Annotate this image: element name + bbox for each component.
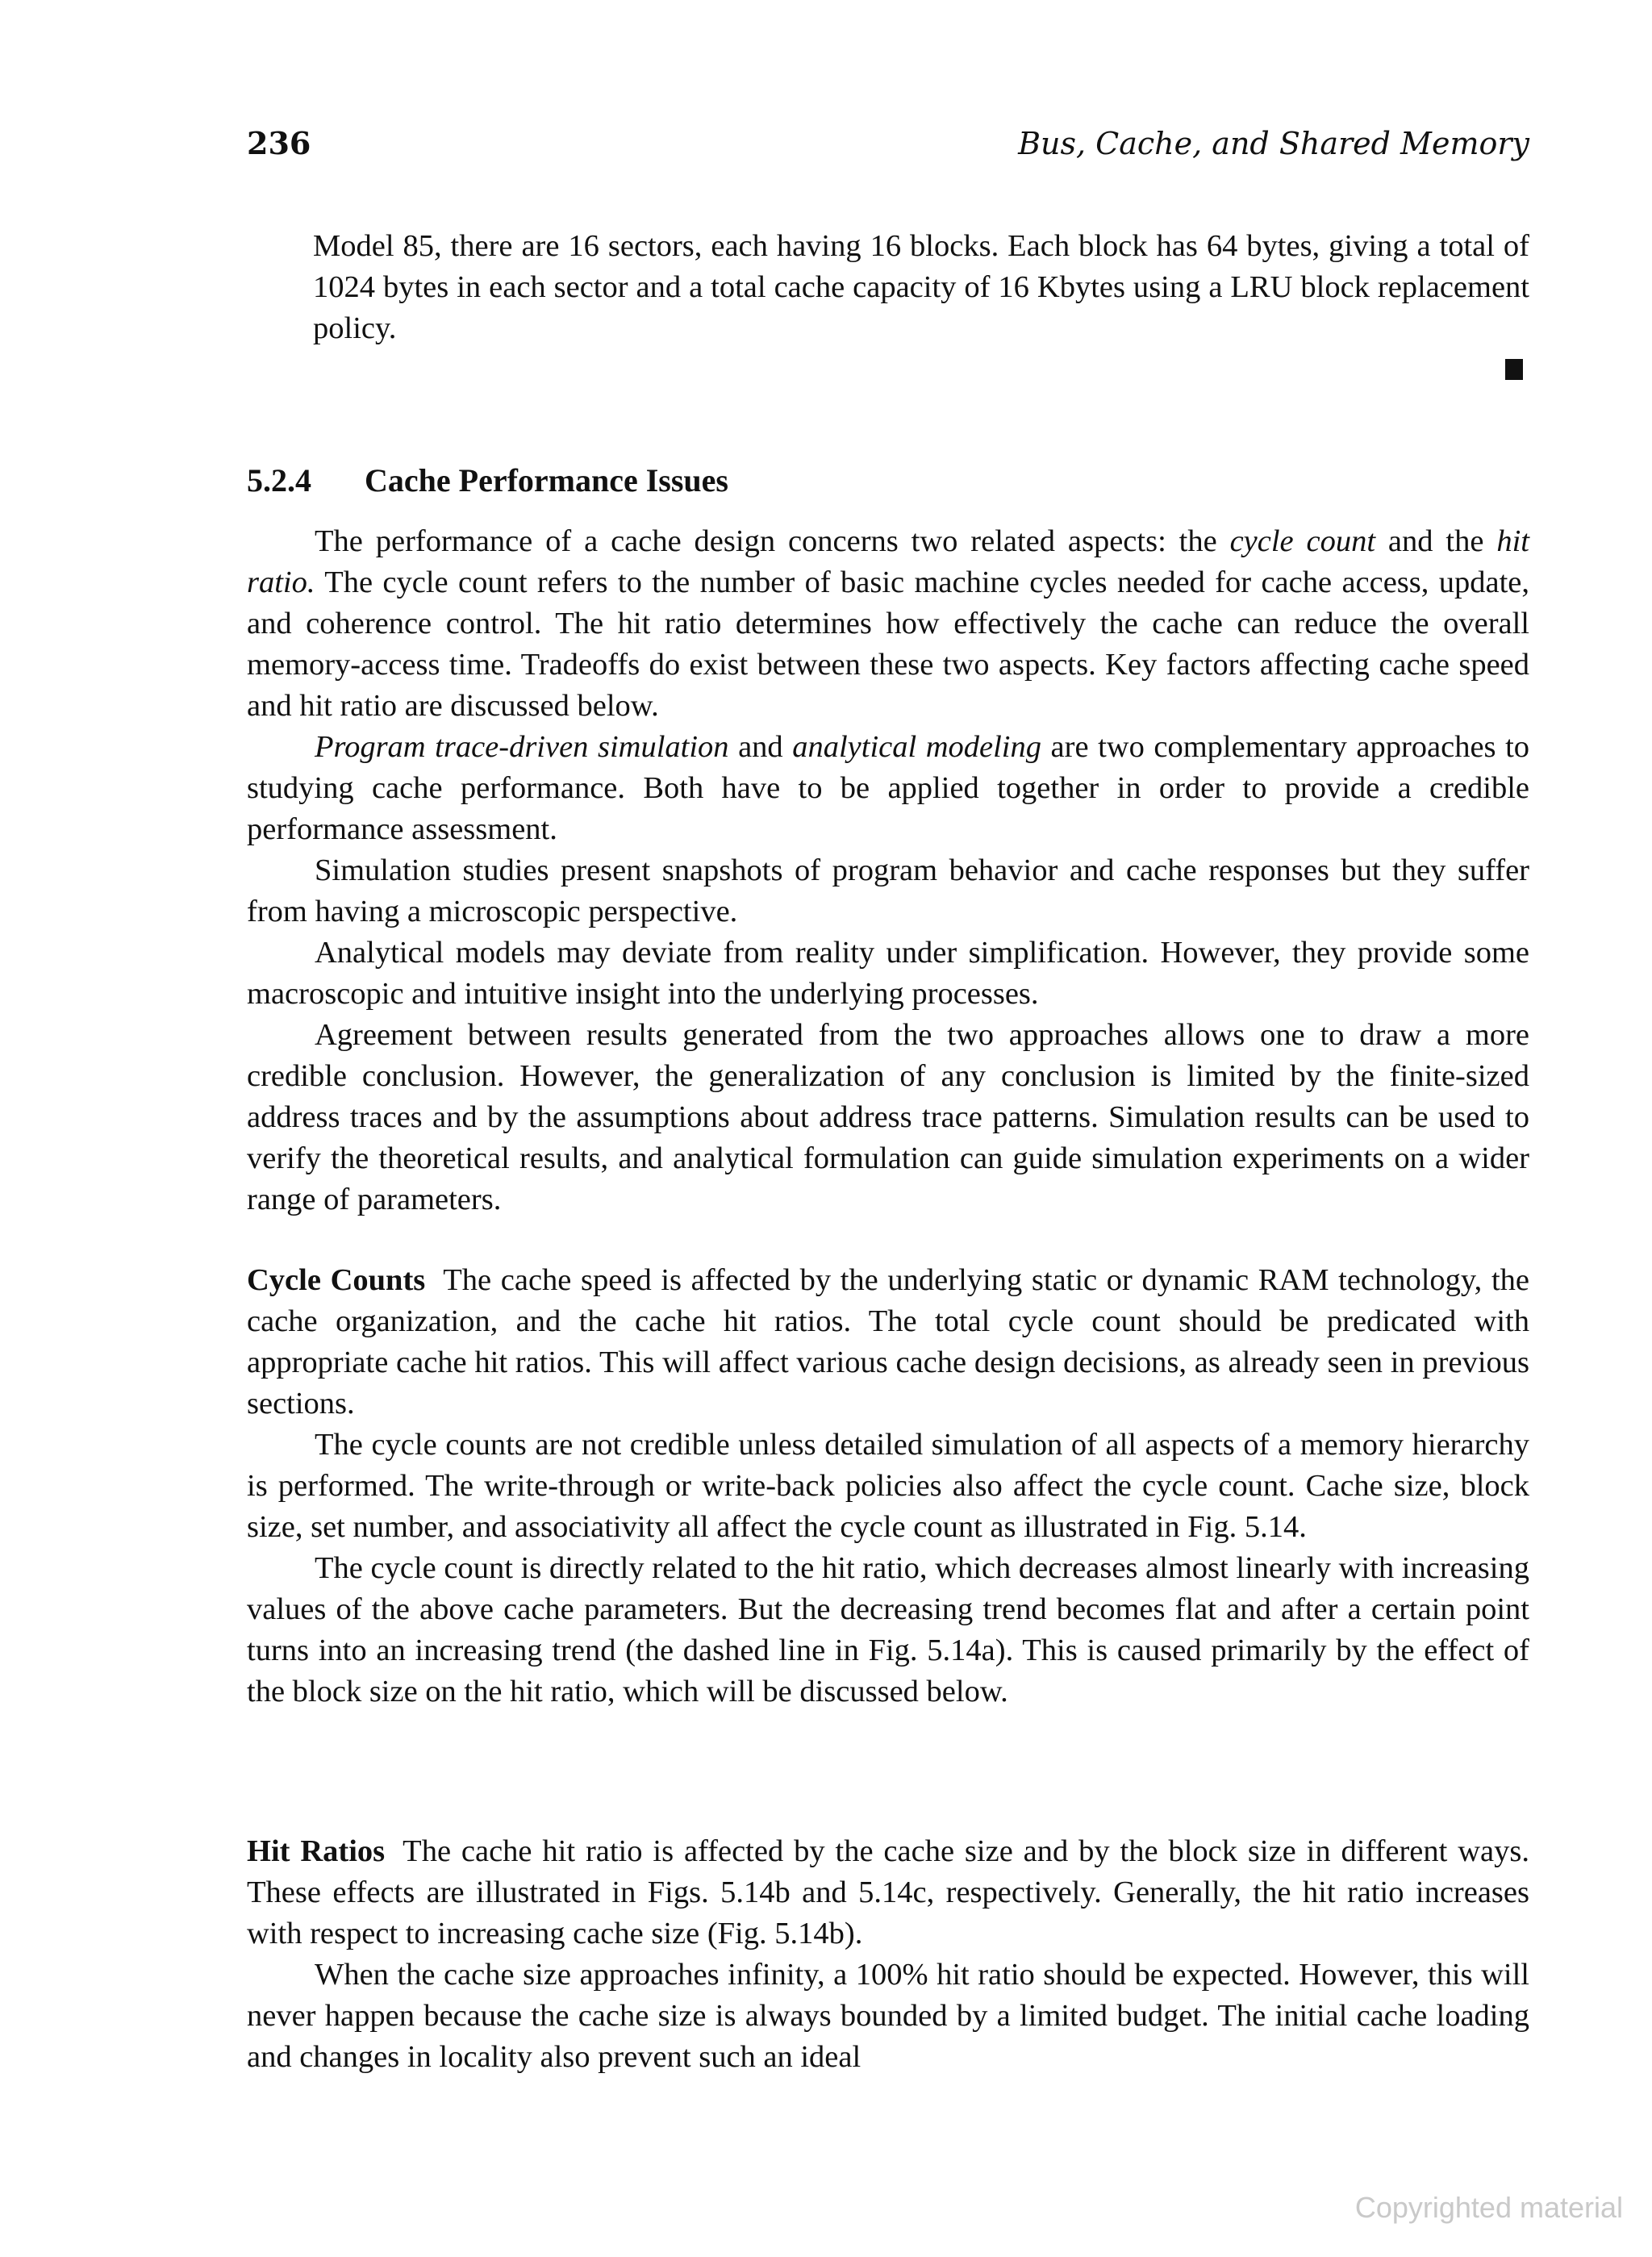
running-head: Bus, Cache, and Shared Memory [1018, 126, 1529, 161]
term-cycle-count: cycle count [1229, 524, 1376, 558]
paragraph-cycle-counts-1 [247, 1260, 1529, 1425]
copyright-watermark: Copyrighted material [1354, 2191, 1623, 2224]
paragraph-simulation: Simulation studies present snapshots of program behavior and cache responses but they suffer from having a microscopic perspective. [247, 853, 1529, 928]
paragraph-performance [247, 521, 1529, 727]
run-in-heading-cycle-counts: Cycle Counts [247, 1263, 426, 1297]
paragraph-cycle-counts-3: The cycle count is directly related to the hit ratio, which decreases almost linearly with increasing values of the above cache parameters. But the decreasing trend becomes flat and after a certain point turns into an increasing trend (the dashed line in Fig. 5.14a). This is caused primarily by the effect of the block size on the hit ratio, which will be discussed below. [247, 1551, 1529, 1708]
end-of-example-square-icon [1505, 359, 1523, 380]
text-run: The cache hit ratio is affected by the cache size and by the block size in different ways. These effects are illustrated in Figs. 5.14b and 5.14c, respectively. Generally, the hit ratio increases with respect to increasing cache size (Fig. 5.14b). [247, 1834, 1529, 1950]
page-header [247, 119, 1529, 168]
paragraph-cycle-counts-2: The cycle counts are not credible unless detailed simulation of all aspects of a memory hierarchy is performed. The write-through or write-back policies also affect the cycle count. Cache size, block size, set number, and associativity all affect the cycle count as illustrated in Fig. 5.14. [247, 1428, 1529, 1544]
page-number: 236 [247, 125, 311, 161]
term-trace-driven-simulation: Program trace-driven simulation [315, 730, 729, 764]
text-run: and the [1375, 524, 1497, 558]
paragraph-analytical: Analytical models may deviate from reality under simplification. However, they provide some macroscopic and intuitive insight into the underlying processes. [247, 936, 1529, 1011]
text-run: The performance of a cache design concerns two related aspects: the [315, 524, 1230, 558]
term-hit-ratio: hit ratio. [247, 524, 1529, 599]
paragraph-hit-ratios-1 [247, 1831, 1529, 1955]
paragraph-approaches [247, 727, 1529, 850]
text-run: The cache speed is affected by the underlying static or dynamic RAM technology, the cache organization, and the cache hit ratios. The total cycle count should be predicated with appropriate cache hit ratios. This will affect various cache design decisions, as already seen in previous sections. [247, 1263, 1529, 1421]
text-run: are two complementary approaches to studying cache performance. Both have to be applied together in order to provide a credible performance assessment. [247, 730, 1530, 846]
section-number: 5.2.4 [247, 462, 311, 499]
intro-text: Model 85, there are 16 sectors, each having 16 blocks. Each block has 64 bytes, giving a total of 1024 bytes in each sector and a total cache capacity of 16 Kbytes using a LRU block replacement policy. [313, 229, 1529, 345]
section-body [247, 521, 1529, 1220]
cycle-counts-subsection [247, 1260, 1529, 1713]
text-run: The cycle count refers to the number of basic machine cycles needed for cache access, update, and coherence control. The hit ratio determines how effectively the cache can reduce the overall memory-access time. Tradeoffs do exist between these two aspects. Key factors affecting cache speed and hit ratio are discussed below. [247, 565, 1529, 723]
intro-paragraph [313, 226, 1529, 349]
run-in-heading-hit-ratios: Hit Ratios [247, 1834, 386, 1868]
section-title: Cache Performance Issues [365, 462, 728, 499]
hit-ratios-subsection [247, 1831, 1529, 2078]
section-heading [247, 458, 728, 503]
text-run: and [728, 730, 793, 764]
term-analytical-modeling: analytical modeling [792, 730, 1042, 764]
paragraph-agreement: Agreement between results generated from the two approaches allows one to draw a more credible conclusion. However, the generalization of any conclusion is limited by the finite-sized address traces and by the assumptions about address trace patterns. Simulation results can be used to verify the theoretical results, and analytical formulation can guide simulation experiments on a wider range of parameters. [247, 1018, 1529, 1216]
paragraph-hit-ratios-2: When the cache size approaches infinity, a 100% hit ratio should be expected. However, this will never happen because the cache size is always bounded by a limited budget. The initial cache loading and changes in locality also prevent such an ideal [247, 1958, 1529, 2074]
